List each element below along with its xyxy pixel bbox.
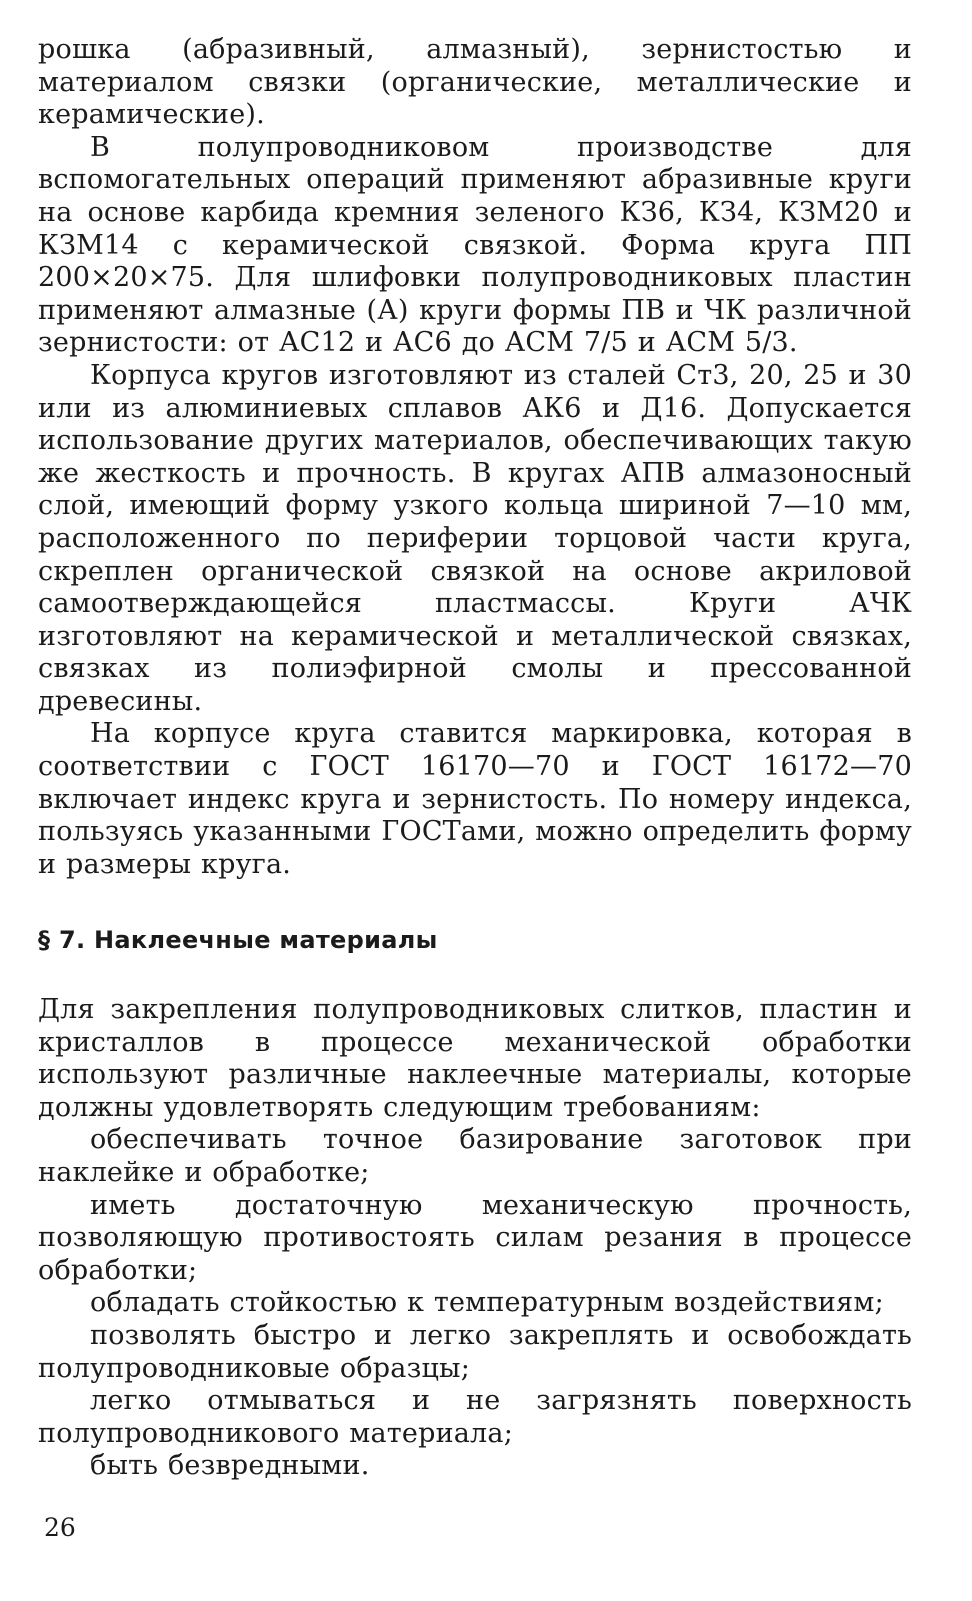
requirement-item: обладать стойкостью к температурным воздействиям; bbox=[90, 1287, 884, 1319]
requirement-item: позволять быстро и легко закреплять и освобождать полупроводниковые образцы; bbox=[38, 1319, 912, 1384]
top-text-block bbox=[38, 34, 912, 881]
section-text-block bbox=[38, 994, 912, 1483]
requirement-item: обеспечивать точное базирование заготовок при наклейке и обработке; bbox=[38, 1124, 912, 1188]
section-intro-paragraph: Для закрепления полупроводниковых слитков, пластин и кристаллов в процессе механической обработки используют различные наклеечные материалы, которые должны удовлетворять следующим требованиям: bbox=[38, 994, 912, 1123]
paragraph-continuation: рошка (абразивный, алмазный), зернистостью и материалом связки (органические, металлические и керамические). bbox=[38, 34, 912, 131]
requirement-item: быть безвредными. bbox=[90, 1450, 370, 1482]
requirement-item: иметь достаточную механическую прочность, позволяющую противостоять силам резания в процессе обработки; bbox=[38, 1189, 912, 1286]
requirement-item: легко отмываться и не загрязнять поверхность полупроводникового материала; bbox=[38, 1385, 912, 1449]
paragraph-wheel-bodies: Корпуса кругов изготовляют из сталей Ст3, 20, 25 и 30 или из алюминиевых сплавов АК6 и Д16. Допускается использование других материалов, обеспечивающих такую же жесткость и прочность. В кругах АПВ алмазоносный слой, имеющий форму узкого кольца шириной 7—10 мм, расположенного по периферии торцовой части круга, скреплен органической связкой на основе акриловой самоотверждающейся пластмассы. Круги АЧК изготовляют на керамической и металлической связках, связках из полиэфирной смолы и прессованной древесины. bbox=[38, 359, 912, 717]
paragraph-abrasive-wheels: В полупроводниковом производстве для вспомогательных операций применяют абразивные круги на основе карбида кремния зеленого КЗ6, КЗ4, КЗМ20 и КЗМ14 с керамической связкой. Форма круга ПП 200×20×75. Для шлифовки полупроводниковых пластин применяют алмазные (А) круги формы ПВ и ЧК различной зернистости: от АС12 и АС6 до АСМ 7/5 и АСМ 5/3. bbox=[38, 131, 912, 359]
page-number: 26 bbox=[44, 1513, 76, 1542]
paragraph-marking: На корпусе круга ставится маркировка, которая в соответствии с ГОСТ 16170—70 и ГОСТ 16172—70 включает индекс круга и зернистость. По номеру индекса, пользуясь указанными ГОСТами, можно определить форму и размеры круга. bbox=[38, 718, 912, 880]
section-heading: § 7. Наклеечные материалы bbox=[38, 926, 438, 954]
